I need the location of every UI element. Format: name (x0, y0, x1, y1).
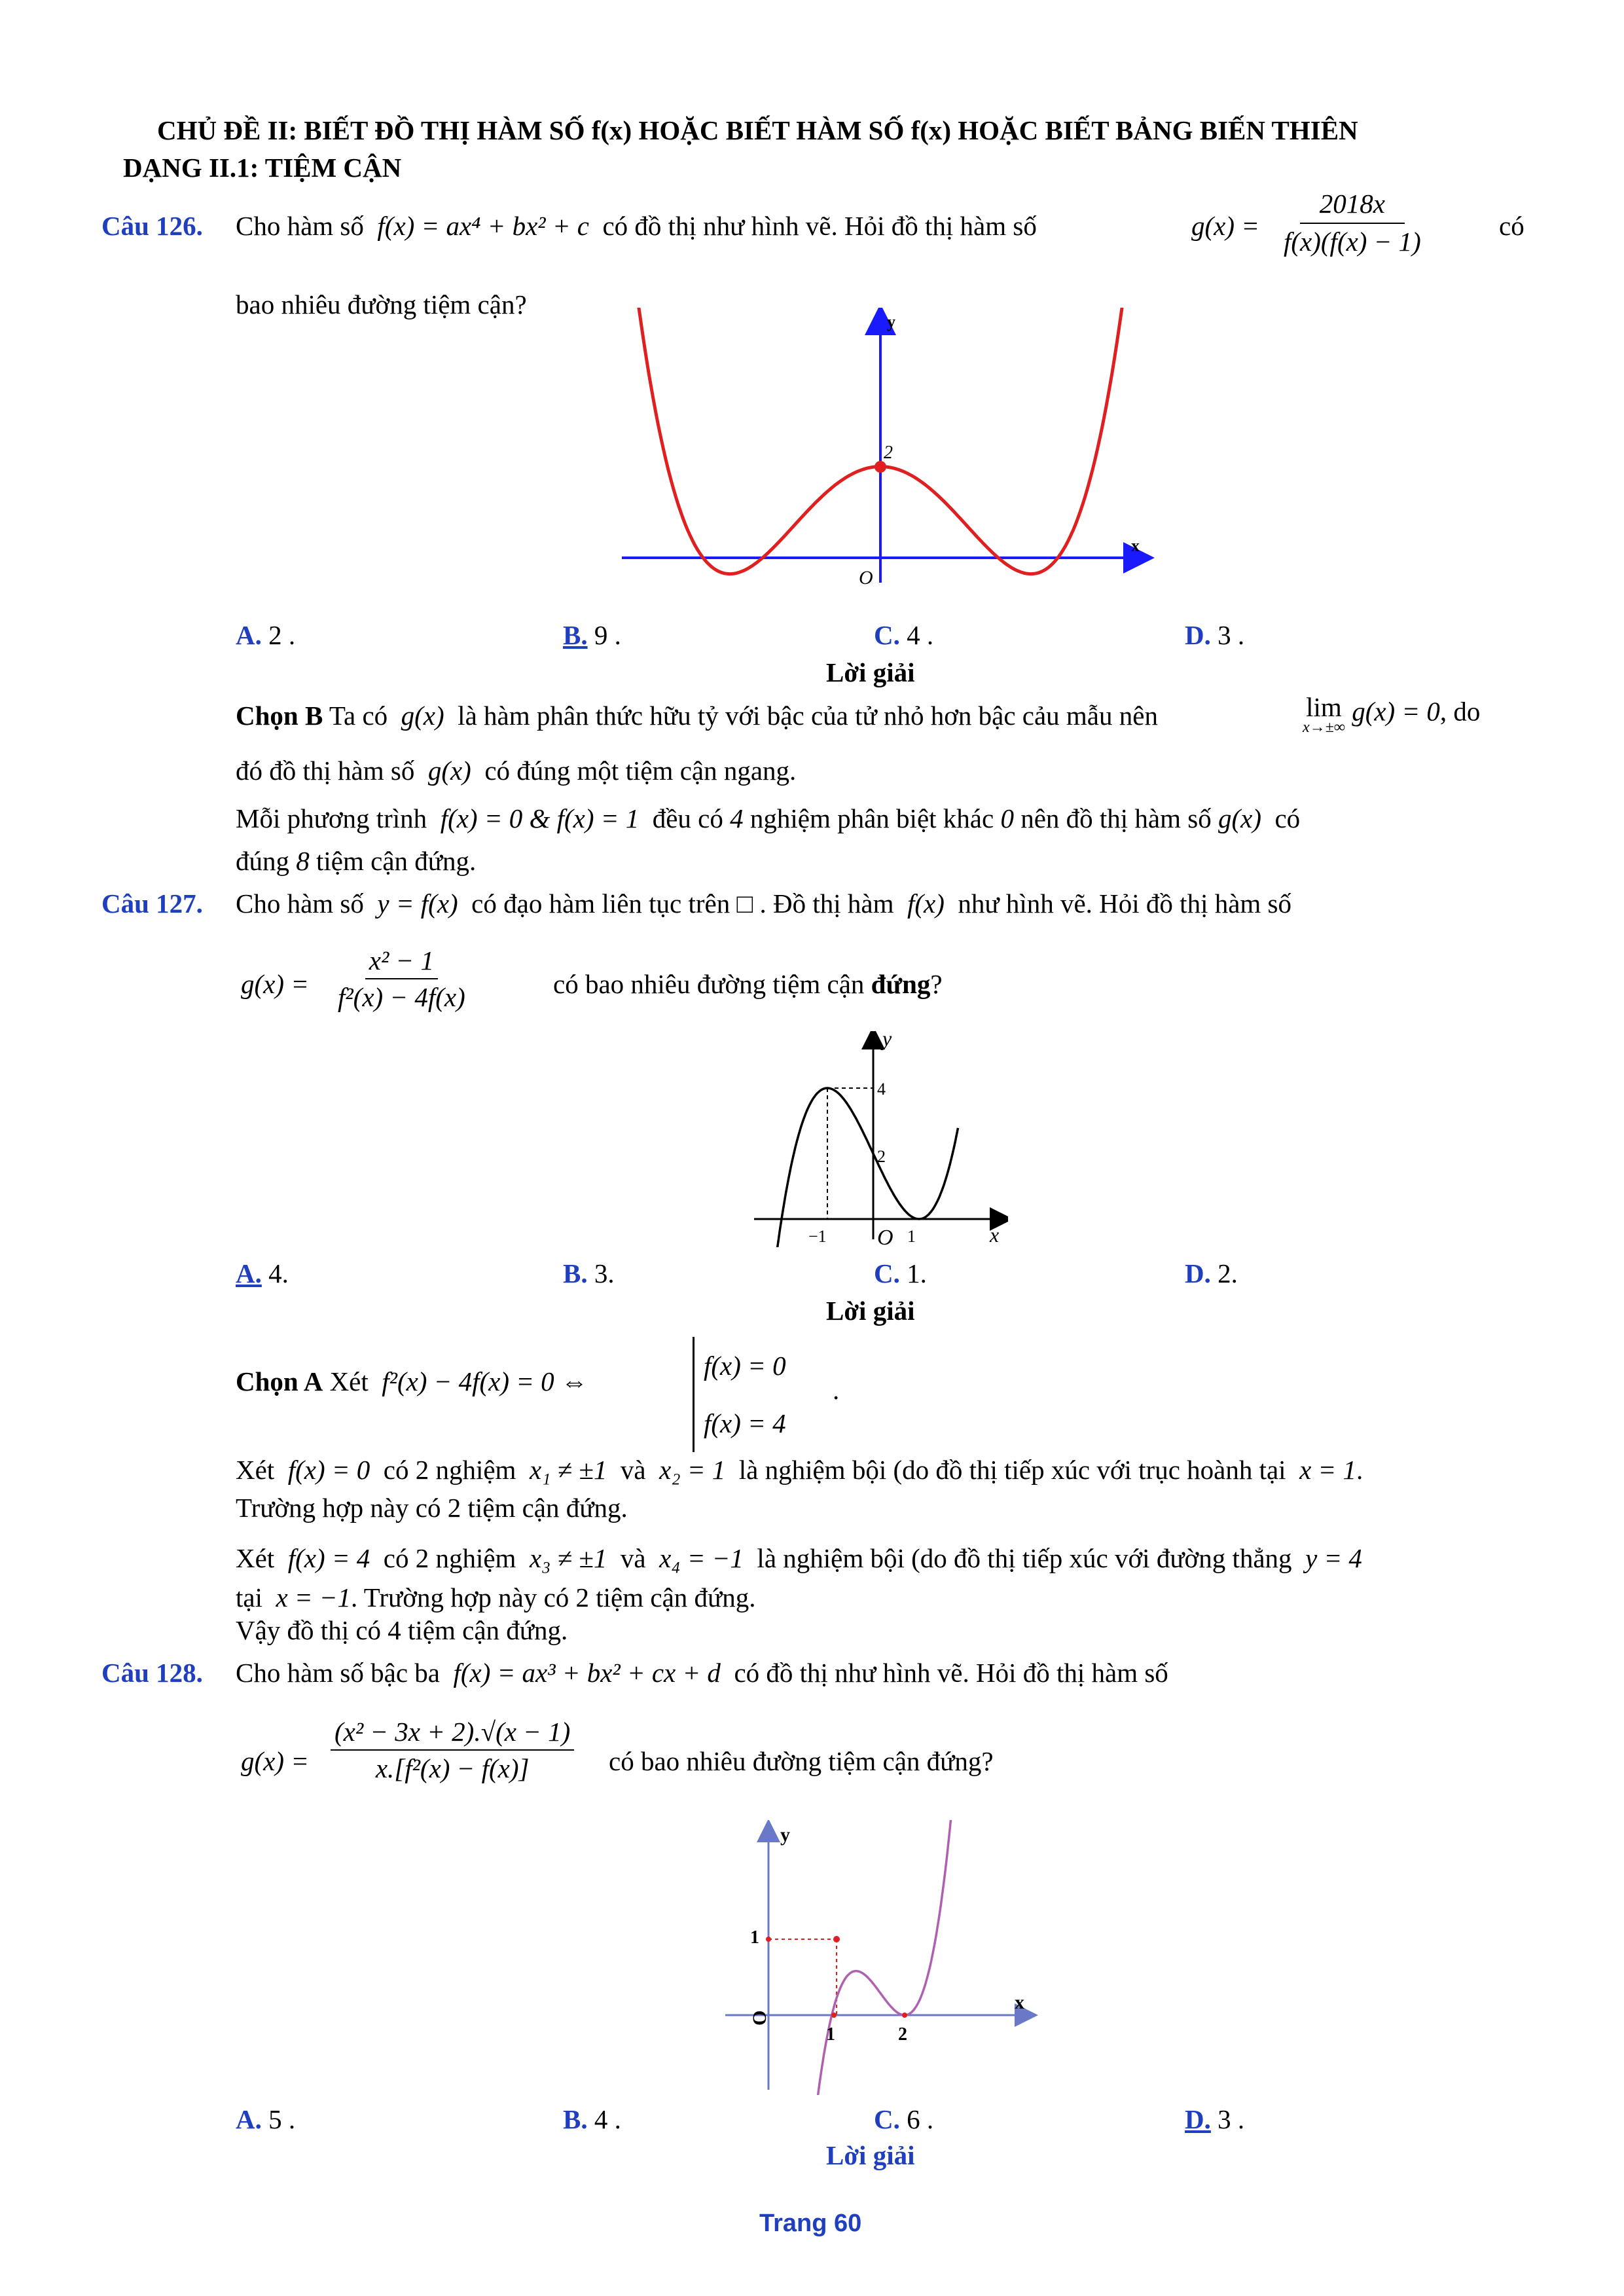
text: . Trường hợp này có 2 tiệm cận đứng. (351, 1582, 756, 1613)
chosen-answer: Chọn A (236, 1366, 323, 1396)
numerator: x² − 1 (365, 944, 438, 979)
q127-stem-line2 (553, 968, 943, 1000)
axis-label-x: x (1015, 1992, 1024, 2013)
text: tiệm cận đứng. (316, 846, 477, 876)
lim-sub: x→±∞ (1303, 719, 1345, 736)
option-c[interactable] (874, 2103, 933, 2136)
formula: x = 1 (1299, 1455, 1356, 1485)
text: và (620, 1543, 646, 1573)
origin-label: O (877, 1226, 893, 1247)
formula: f(x) (907, 888, 945, 919)
option-b[interactable] (563, 619, 621, 651)
option-letter: D. (1185, 620, 1211, 650)
q127-solution-line5 (236, 1581, 756, 1614)
option-letter: A. (236, 1258, 262, 1288)
option-value: 2. (1218, 1258, 1238, 1288)
formula: x₄ = −1 (659, 1543, 744, 1573)
option-value: 4 . (907, 620, 934, 650)
option-value: 4 . (594, 2104, 621, 2134)
tick-x-1: 1 (907, 1227, 916, 1246)
text: có 2 nghiệm (383, 1455, 516, 1485)
numerator: (x² − 3x + 2).√(x − 1) (331, 1715, 574, 1751)
q127-stem-line1 (236, 887, 1291, 920)
point-x1 (831, 2013, 837, 2018)
question-label: Câu 127. (101, 888, 203, 919)
q127-graph (746, 1031, 1008, 1247)
formula: f(x) = ax³ + bx² + cx + d (453, 1658, 721, 1688)
option-a[interactable] (236, 1257, 289, 1290)
curve-cubic (787, 1820, 956, 2095)
text: đúng (236, 846, 289, 876)
text: có đồ thị như hình vẽ. Hỏi đồ thị hàm số (734, 1658, 1168, 1688)
axis-label-x: x (990, 1223, 1000, 1247)
gx-lhs: g(x) = (241, 969, 309, 999)
denominator: f(x)(f(x) − 1) (1284, 227, 1421, 257)
option-a[interactable] (236, 2103, 295, 2136)
point-1-1 (833, 1936, 840, 1942)
q127-solution-line2 (236, 1453, 1363, 1486)
text: có (1274, 803, 1301, 833)
option-b[interactable] (563, 1257, 615, 1290)
point-y1 (766, 1937, 771, 1942)
text: . (833, 1375, 840, 1405)
system-eq-1: f(x) = 0 (704, 1351, 786, 1381)
question-label: Câu 126. (101, 211, 203, 241)
text: có bao nhiêu đường tiệm cận đứng? (609, 1746, 994, 1776)
question-label: Câu 128. (101, 1658, 203, 1688)
q126-solution-line2 (236, 754, 796, 787)
axis-label-y: y (887, 312, 895, 331)
q128-graph (720, 1820, 1047, 2095)
number: 4 (730, 803, 744, 833)
text: Trường hợp này có 2 tiệm cận đứng. (236, 1493, 628, 1523)
option-value: 3 . (1218, 2104, 1245, 2134)
text: bao nhiêu đường tiệm cận? (236, 289, 527, 319)
formula: x₂ = 1 (659, 1455, 726, 1485)
formula: f(x) = 0 (287, 1455, 370, 1485)
formula: x₁ ≠ ±1 (529, 1455, 607, 1485)
lim: lim (1306, 692, 1342, 722)
gx-lhs: g(x) = (241, 1746, 309, 1776)
text: Mỗi phương trình (236, 803, 427, 833)
text: đó đồ thị hàm số (236, 756, 415, 786)
formula: y = 4 (1305, 1543, 1362, 1573)
option-letter: C. (874, 2104, 900, 2134)
text: là hàm phân thức hữu tỷ với bậc của tử nhỏ hơn bậc cảu mẫu nên (458, 701, 1158, 731)
tick-y-1: 1 (750, 1927, 759, 1948)
formula-gx-fraction (1280, 187, 1425, 258)
text: Ta có (329, 701, 388, 731)
text: Xét (236, 1543, 275, 1573)
text: nghiệm phân biệt khác (749, 803, 994, 833)
text: có đúng một tiệm cận ngang. (484, 756, 797, 786)
text: . Đồ thị hàm (759, 888, 894, 919)
text: có bao nhiêu đường tiệm cận (553, 969, 865, 999)
text: là nghiệm bội (do đồ thị tiếp xúc với trục hoành tại (738, 1455, 1286, 1485)
section-heading: DẠNG II.1: TIỆM CẬN (123, 153, 402, 183)
option-c[interactable] (874, 619, 933, 651)
number: 8 (296, 846, 310, 876)
text: Vậy đồ thị có 4 tiệm cận đứng. (236, 1615, 568, 1645)
formula: x₃ ≠ ±1 (529, 1543, 607, 1573)
question-127 (101, 887, 203, 920)
option-b[interactable] (563, 2103, 621, 2136)
limit-expr (1303, 694, 1480, 735)
q126-stem-line1 (236, 210, 1037, 242)
formula: y = f(x) (377, 888, 458, 919)
text: có (1499, 211, 1525, 241)
option-letter: B. (563, 2104, 588, 2134)
text: có đạo hàm liên tục trên (471, 888, 731, 919)
origin-label: O (749, 2010, 770, 2026)
formula-gx-lhs (1191, 210, 1259, 242)
option-value: 5 . (268, 2104, 296, 2134)
text: ? (930, 969, 943, 999)
question-128 (101, 1656, 203, 1689)
text: Cho hàm số (236, 888, 364, 919)
option-value: 9 . (594, 620, 621, 650)
q127-solution-line4 (236, 1542, 1362, 1575)
text-bold: đứng (871, 969, 931, 999)
formula-gx-128 (241, 1745, 309, 1777)
text: . (1356, 1455, 1363, 1485)
axis-label-y: y (882, 1031, 892, 1050)
option-letter: B. (563, 620, 588, 650)
option-d[interactable] (1185, 1257, 1238, 1290)
tick-y-4: 4 (877, 1080, 886, 1099)
fraction (331, 1715, 574, 1785)
q126-solution-line4 (236, 845, 476, 877)
number: 0 (1000, 803, 1014, 833)
axis-label-x: x (1131, 536, 1140, 555)
denominator: f²(x) − 4f(x) (338, 982, 465, 1012)
text: nên đồ thị hàm số (1020, 803, 1212, 833)
text: Xét (236, 1455, 275, 1485)
formula: f(x) = 0 & f(x) = 1 (440, 803, 640, 833)
formula: f²(x) − 4f(x) = 0 ⇔ (382, 1366, 588, 1396)
text: như hình vẽ. Hỏi đồ thị hàm số (958, 888, 1292, 919)
curve-cubic (777, 1088, 958, 1247)
fraction (1280, 187, 1425, 258)
text: Xét (329, 1366, 369, 1396)
formula-gx-128-fraction (331, 1715, 574, 1785)
system-eq-2: f(x) = 4 (704, 1408, 786, 1438)
option-c[interactable] (874, 1257, 927, 1290)
formula: g(x) (401, 701, 444, 731)
question-126 (101, 210, 203, 242)
q126-solution-line1 (236, 699, 1158, 732)
formula-gx-127-fraction (334, 944, 469, 1013)
solution-title: Lời giải (826, 2140, 915, 2170)
tick-x-2: 2 (898, 2024, 907, 2045)
tick-y-2: 2 (877, 1147, 886, 1166)
gx-lhs: g(x) = (1191, 211, 1259, 241)
origin-label: O (859, 567, 873, 589)
option-letter: A. (236, 2104, 262, 2134)
fraction (334, 944, 469, 1013)
chosen-answer: Chọn B (236, 701, 323, 731)
tick-y-2: 2 (884, 443, 893, 463)
missing-glyph-box: □ (736, 888, 753, 919)
solution-title: Lời giải (826, 1296, 915, 1326)
point-x2 (902, 2013, 907, 2018)
option-value: 3. (594, 1258, 615, 1288)
option-value: 3 . (1218, 620, 1245, 650)
option-letter: D. (1185, 2104, 1211, 2134)
option-letter: C. (874, 620, 900, 650)
q126-graph (602, 308, 1165, 589)
text: là nghiệm bội (do đồ thị tiếp xúc với đường thẳng (757, 1543, 1292, 1573)
formula: g(x) = 0 (1352, 696, 1440, 727)
option-d[interactable] (1185, 619, 1244, 651)
formula-fx: f(x) = ax⁴ + bx² + c (377, 211, 589, 241)
text: có đồ thị như hình vẽ. Hỏi đồ thị hàm số (602, 211, 1037, 241)
option-d[interactable] (1185, 2103, 1244, 2136)
option-letter: D. (1185, 1258, 1211, 1288)
formula-gx-127 (241, 968, 309, 1000)
formula: x = −1 (276, 1582, 352, 1613)
formula: g(x) (427, 756, 471, 786)
option-letter: B. (563, 1258, 588, 1288)
tick-x-minus1: −1 (808, 1227, 827, 1246)
topic-heading: CHỦ ĐỀ II: BIẾT ĐỒ THỊ HÀM SỐ f(x) HOẶC BIẾT HÀM SỐ f(x) HOẶC BIẾT BẢNG BIẾN THIÊN (157, 115, 1358, 145)
denominator: x.[f²(x) − f(x)] (375, 1753, 530, 1783)
text: và (620, 1455, 646, 1485)
tick-x-1: 1 (826, 2024, 835, 2045)
text: đều có (652, 803, 723, 833)
option-letter: A. (236, 620, 262, 650)
option-a[interactable] (236, 619, 295, 651)
q126-solution-line3 (236, 802, 1300, 835)
formula: f(x) = 4 (287, 1543, 370, 1573)
option-value: 4. (268, 1258, 289, 1288)
axis-label-y: y (780, 1824, 790, 1846)
option-letter: C. (874, 1258, 900, 1288)
solution-title: Lời giải (826, 657, 915, 687)
q128-stem-line1 (236, 1656, 1168, 1689)
numerator: 2018x (1300, 187, 1405, 224)
formula: g(x) (1218, 803, 1261, 833)
page-number: Trang 60 (759, 2210, 862, 2237)
text: Cho hàm số bậc ba (236, 1658, 440, 1688)
option-value: 2 . (268, 620, 296, 650)
text: , do (1439, 696, 1481, 727)
option-value: 1. (907, 1258, 927, 1288)
text: tại (236, 1582, 262, 1613)
equation-system (693, 1337, 786, 1452)
text: có 2 nghiệm (383, 1543, 516, 1573)
q127-solution-line1 (236, 1365, 588, 1398)
text: Cho hàm số (236, 211, 364, 241)
option-value: 6 . (907, 2104, 934, 2134)
